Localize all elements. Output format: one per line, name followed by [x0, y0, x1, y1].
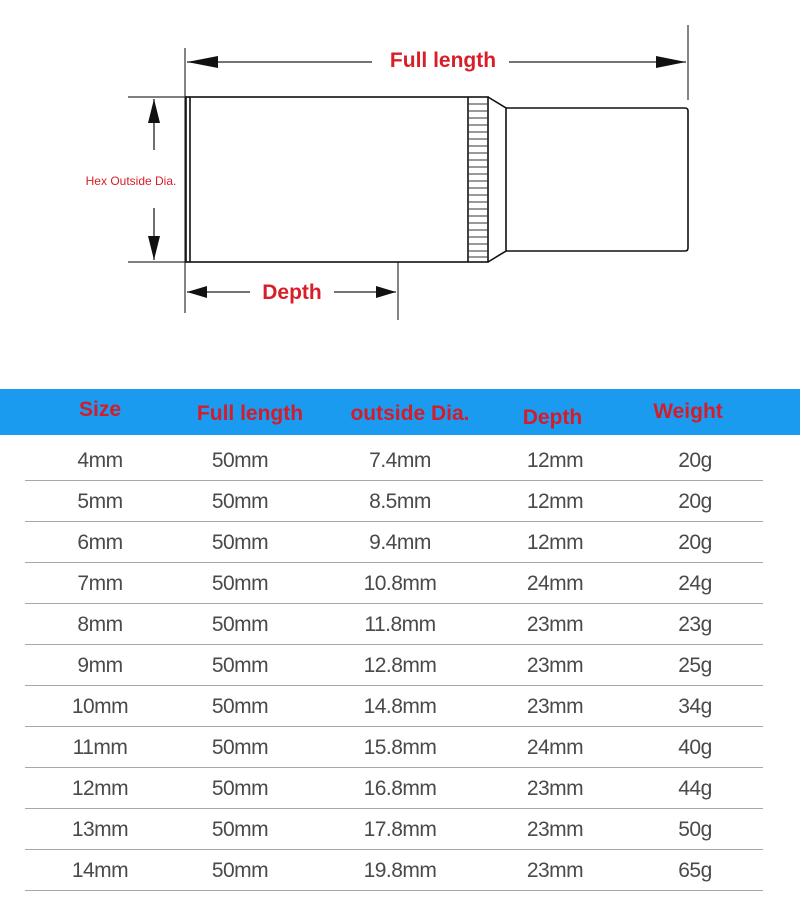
cell-depth: 24mm: [526, 735, 584, 759]
table-row: [0, 645, 800, 686]
table-row: [0, 850, 800, 891]
table-row: [0, 440, 800, 481]
cell-weight: 25g: [678, 653, 712, 677]
hex-outside-dia-label: Hex Outside Dia.: [85, 174, 177, 188]
cell-weight: 50g: [678, 817, 712, 841]
cell-outside-dia: 10.8mm: [363, 571, 437, 595]
cell-outside-dia: 14.8mm: [363, 694, 437, 718]
cell-weight: 20g: [678, 489, 712, 513]
cell-outside-dia: 15.8mm: [363, 735, 437, 759]
cell-depth: 12mm: [526, 530, 584, 554]
table-row: [0, 768, 800, 809]
header-full-length: Full length: [196, 402, 304, 425]
table-row: [0, 481, 800, 522]
header-depth: Depth: [522, 406, 583, 429]
cell-size: 11mm: [72, 735, 128, 759]
cell-outside-dia: 9.4mm: [369, 530, 431, 554]
cell-size: 6mm: [77, 530, 123, 554]
cell-depth: 23mm: [526, 612, 584, 636]
arrow-down-icon: [148, 236, 160, 260]
cell-outside-dia: 19.8mm: [363, 858, 437, 882]
cell-full-length: 50mm: [211, 448, 269, 472]
cell-weight: 24g: [678, 571, 712, 595]
socket-body: [186, 97, 688, 262]
arrow-up-icon: [148, 99, 160, 123]
table-row: [0, 522, 800, 563]
table-row: [0, 809, 800, 850]
cell-weight: 65g: [678, 858, 712, 882]
cell-weight: 20g: [678, 530, 712, 554]
cell-depth: 23mm: [526, 776, 584, 800]
cell-size: 9mm: [77, 653, 123, 677]
cell-size: 10mm: [71, 694, 129, 718]
cell-full-length: 50mm: [211, 694, 269, 718]
header-weight: Weight: [653, 400, 723, 423]
cell-weight: 34g: [678, 694, 712, 718]
row-divider: [25, 890, 763, 891]
cell-depth: 23mm: [526, 858, 584, 882]
cell-full-length: 50mm: [211, 817, 269, 841]
cell-full-length: 50mm: [211, 858, 269, 882]
cell-size: 13mm: [71, 817, 129, 841]
table-row: [0, 604, 800, 645]
table-row: [0, 727, 800, 768]
cell-depth: 12mm: [526, 489, 584, 513]
arrow-right-icon: [376, 286, 396, 298]
knurling: [468, 104, 488, 257]
hex-outside-dia-dimension: [86, 99, 177, 260]
cell-full-length: 50mm: [211, 653, 269, 677]
table-row: [0, 686, 800, 727]
cell-size: 7mm: [77, 571, 123, 595]
cell-size: 4mm: [77, 448, 123, 472]
cell-depth: 23mm: [526, 817, 584, 841]
cell-weight: 44g: [678, 776, 712, 800]
cell-full-length: 50mm: [211, 612, 269, 636]
cell-weight: 20g: [678, 448, 712, 472]
cell-full-length: 50mm: [211, 489, 269, 513]
cell-size: 8mm: [77, 612, 123, 636]
cell-weight: 40g: [678, 735, 712, 759]
cell-outside-dia: 17.8mm: [363, 817, 437, 841]
cell-outside-dia: 16.8mm: [363, 776, 437, 800]
cell-depth: 23mm: [526, 694, 584, 718]
header-size: Size: [78, 398, 122, 421]
cell-full-length: 50mm: [211, 735, 269, 759]
socket-dimension-diagram: [0, 0, 800, 340]
header-outside-dia: outside Dia.: [350, 402, 470, 425]
cell-outside-dia: 11.8mm: [364, 612, 436, 636]
depth-dimension: [187, 281, 396, 304]
cell-size: 14mm: [71, 858, 129, 882]
cell-size: 5mm: [77, 489, 123, 513]
cell-outside-dia: 8.5mm: [369, 489, 431, 513]
cell-full-length: 50mm: [211, 571, 269, 595]
cell-size: 12mm: [71, 776, 129, 800]
cell-full-length: 50mm: [211, 530, 269, 554]
table-row: [0, 563, 800, 604]
cell-depth: 12mm: [526, 448, 584, 472]
cell-weight: 23g: [678, 612, 712, 636]
cell-full-length: 50mm: [211, 776, 269, 800]
full-length-dimension: [187, 49, 686, 72]
full-length-label: Full length: [389, 49, 497, 72]
cell-outside-dia: 12.8mm: [363, 653, 437, 677]
cell-depth: 23mm: [526, 653, 584, 677]
spec-table-header: [0, 389, 800, 435]
cell-outside-dia: 7.4mm: [369, 448, 431, 472]
arrow-left-icon: [187, 286, 207, 298]
cell-depth: 24mm: [526, 571, 584, 595]
arrow-right-icon: [656, 56, 686, 68]
depth-label: Depth: [262, 281, 322, 304]
arrow-left-icon: [187, 56, 218, 68]
